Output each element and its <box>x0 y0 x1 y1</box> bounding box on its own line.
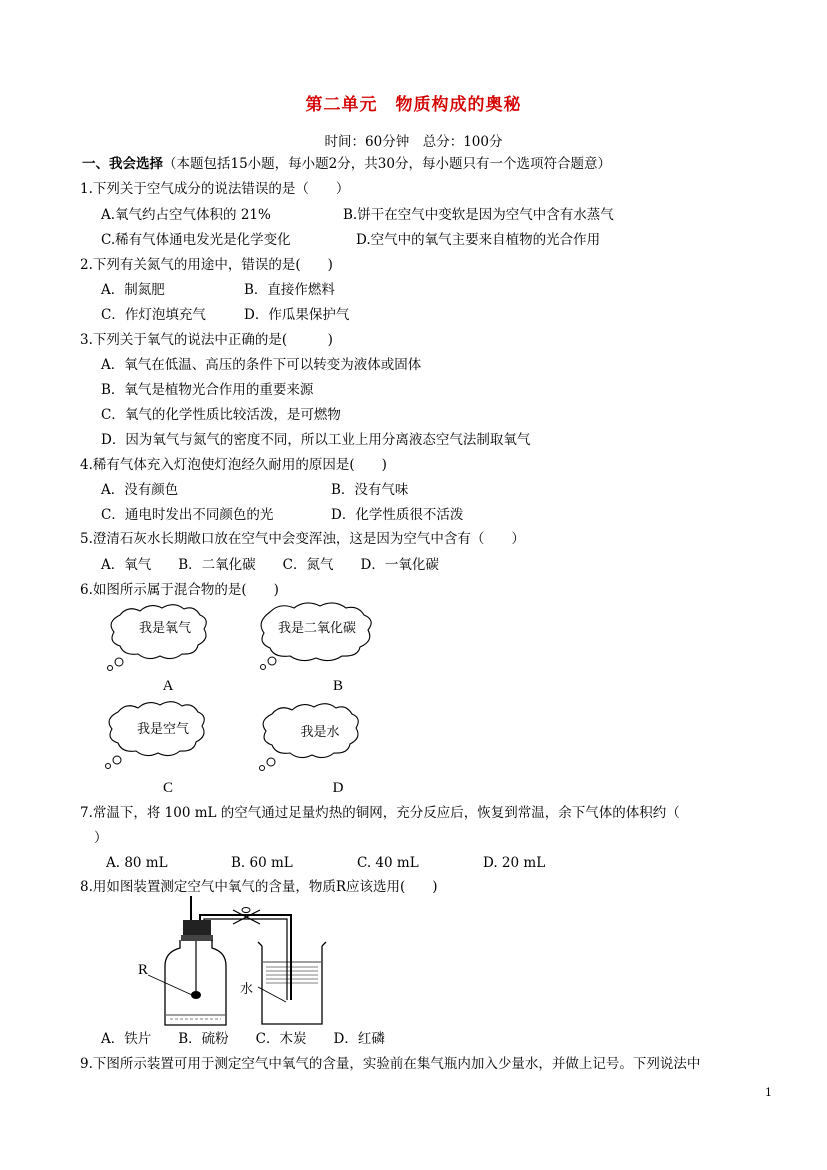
bubble-a-text: 我是氧气 <box>138 621 192 636</box>
bubble-b-text: 我是二氧化碳 <box>277 621 357 636</box>
q7-option-c: C. 40 mL <box>357 855 419 871</box>
q4-option-b: B．没有气味 <box>331 482 409 498</box>
bubble-a-label: A <box>162 678 174 694</box>
section-label: 一、我会选择 <box>82 156 163 172</box>
bubble-d-label: D <box>332 780 344 796</box>
q1-option-c: C.稀有气体通电发光是化学变化 <box>101 232 291 248</box>
label-r: R <box>138 962 149 978</box>
q5-options: A．氧气 B．二氧化碳 C．氮气 D．一氧化碳 <box>101 557 439 573</box>
q8-stem: 8.用如图装置测定空气中氧气的含量，物质R应该选用( ) <box>80 879 438 895</box>
q7-option-b: B. 60 mL <box>231 855 293 871</box>
q3-option-a: A．氧气在低温、高压的条件下可以转变为液体或固体 <box>101 357 422 373</box>
q4-stem: 4.稀有气体充入灯泡使灯泡经久耐用的原因是( ) <box>80 457 387 473</box>
q7-option-d: D. 20 mL <box>483 855 546 871</box>
q3-option-d: D．因为氧气与氮气的密度不同，所以工业上用分离液态空气法制取氧气 <box>101 432 531 448</box>
q1-option-d: D.空气中的氧气主要来自植物的光合作用 <box>356 232 601 248</box>
section-note: （本题包括15小题，每小题2分，共30分，每小题只有一个选项符合题意） <box>163 156 611 172</box>
q7-option-a: A. 80 mL <box>106 855 168 871</box>
q1-option-b: B.饼干在空气中变软是因为空气中含有水蒸气 <box>343 207 614 223</box>
bubble-b-label: B <box>332 678 344 694</box>
q5-stem: 5.澄清石灰水长期敞口放在空气中会变浑浊，这是因为空气中含有（ ） <box>80 531 525 547</box>
q2-stem: 2.下列有关氮气的用途中，错误的是( ) <box>80 257 333 273</box>
label-water: 水 <box>240 982 254 997</box>
q6-stem: 6.如图所示属于混合物的是( ) <box>80 582 279 598</box>
q2-option-a: A．制氮肥 <box>101 282 165 298</box>
q7-stem-end: ） <box>94 830 108 846</box>
q3-option-c: C．氧气的化学性质比较活泼，是可燃物 <box>101 407 341 423</box>
bubble-d-text: 我是水 <box>300 725 340 740</box>
q2-option-b: B．直接作燃料 <box>244 282 335 298</box>
bubble-c-text: 我是空气 <box>136 722 190 737</box>
page-subtitle: 时间：60分钟 总分：100分 <box>324 134 503 150</box>
q9-stem: 9.下图所示装置可用于测定空气中氧气的含量，实验前在集气瓶内加入少量水，并做上记号。下列说法中 <box>80 1056 701 1072</box>
bubble-c-label: C <box>162 780 174 796</box>
page-title: 第二单元 物质构成的奥秘 <box>305 95 522 115</box>
q8-options: A．铁片 B．硫粉 C．木炭 D．红磷 <box>101 1031 385 1047</box>
q1-option-a: A.氧气约占空气体积的 21% <box>101 207 271 223</box>
q3-stem: 3.下列关于氧气的说法中正确的是( ) <box>80 332 333 348</box>
q4-option-c: C．通电时发出不同颜色的光 <box>101 507 274 523</box>
q3-option-b: B．氧气是植物光合作用的重要来源 <box>101 382 314 398</box>
q4-option-a: A．没有颜色 <box>101 482 179 498</box>
page-number: 1 <box>765 1086 772 1099</box>
q7-stem: 7.常温下，将 100 mL 的空气通过足量灼热的铜网，充分反应后，恢复到常温，余下气体的体积约（ <box>80 805 680 821</box>
q4-option-d: D．化学性质很不活泼 <box>331 507 464 523</box>
q1-stem: 1.下列关于空气成分的说法错误的是（ ） <box>80 181 350 197</box>
q2-option-d: D．作瓜果保护气 <box>244 307 350 323</box>
q2-option-c: C．作灯泡填充气 <box>101 307 206 323</box>
